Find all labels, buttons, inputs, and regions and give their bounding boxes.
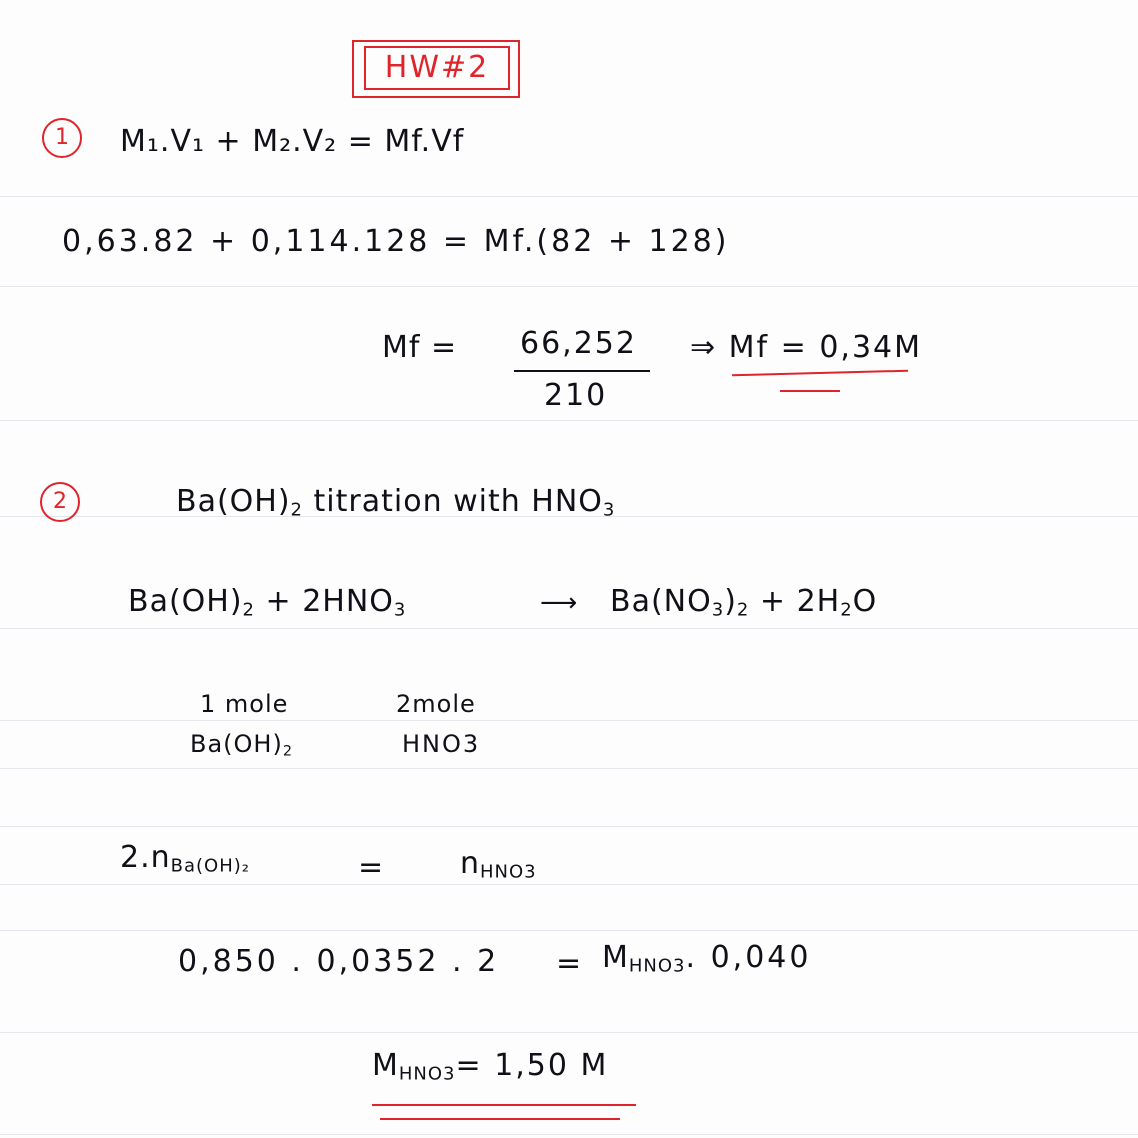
problem-2-number: 2 bbox=[40, 482, 80, 522]
mole-ratio-1-line2 bbox=[190, 730, 293, 760]
calc-right-sub: HNO3 bbox=[628, 955, 686, 977]
ruled-line bbox=[0, 884, 1138, 885]
mole-relation-right bbox=[460, 846, 537, 883]
title-subscript-2: 3 bbox=[602, 499, 616, 521]
relation-left-text: 2.n bbox=[120, 840, 171, 875]
calc-right-m: M bbox=[602, 940, 629, 975]
title-compound: Ba(OH) bbox=[176, 484, 291, 519]
ruled-line bbox=[0, 196, 1138, 197]
mole-ratio-2-line1: 2mole bbox=[396, 690, 476, 718]
problem-1-denominator: 210 bbox=[544, 378, 608, 413]
calc-left: 0,850 . 0,0352 . 2 bbox=[178, 944, 500, 979]
ruled-line bbox=[0, 930, 1138, 931]
reaction-products bbox=[610, 584, 877, 621]
ruled-line bbox=[0, 628, 1138, 629]
problem-1-substitution: 0,63.82 + 0,114.128 = Mf.(82 + 128) bbox=[62, 224, 730, 259]
ruled-line bbox=[0, 286, 1138, 287]
mole-relation-equals: = bbox=[358, 850, 385, 885]
mole-1-sub: 2 bbox=[282, 743, 293, 760]
relation-left-sub: Ba(OH)₂ bbox=[170, 855, 250, 877]
final-underline bbox=[372, 1104, 636, 1106]
ruled-line bbox=[0, 720, 1138, 721]
calc-equals: = bbox=[556, 946, 583, 981]
reactant-2: + 2HNO bbox=[255, 584, 394, 619]
problem-1-equation: M₁.V₁ + M₂.V₂ = Mf.Vf bbox=[120, 124, 465, 159]
ruled-line bbox=[0, 1134, 1138, 1135]
problem-1-numerator: 66,252 bbox=[520, 326, 637, 361]
problem-2-title bbox=[176, 484, 615, 521]
reactant-2-sub: 3 bbox=[393, 599, 407, 621]
final-m: M bbox=[372, 1048, 399, 1083]
final-answer bbox=[372, 1048, 608, 1085]
problem-1-mf-label: Mf = bbox=[382, 330, 458, 365]
product-1-sub1: 3 bbox=[711, 599, 725, 621]
final-underline-2 bbox=[380, 1118, 620, 1120]
problem-1-number: 1 bbox=[42, 118, 82, 158]
reaction-equation bbox=[128, 584, 406, 621]
ruled-line bbox=[0, 826, 1138, 827]
ruled-line bbox=[0, 768, 1138, 769]
product-2-sub: 2 bbox=[840, 599, 853, 621]
result-underline bbox=[732, 370, 908, 377]
reaction-arrow: ⟶ bbox=[540, 588, 579, 618]
ruled-line bbox=[0, 420, 1138, 421]
title-rest: titration with HNO bbox=[303, 484, 603, 519]
mole-1-compound: Ba(OH) bbox=[190, 730, 283, 758]
product-2: + 2H bbox=[749, 584, 841, 619]
reactant-1-sub: 2 bbox=[242, 599, 255, 621]
reactant-1: Ba(OH) bbox=[128, 584, 243, 619]
final-val: = 1,50 M bbox=[455, 1048, 609, 1083]
page-title: HW#2 bbox=[384, 50, 490, 85]
result-underline-short bbox=[780, 390, 840, 392]
product-1-close: ) bbox=[724, 584, 737, 619]
calc-right-val: . 0,040 bbox=[685, 940, 812, 975]
product-2-end: O bbox=[852, 584, 878, 619]
title-subscript: 2 bbox=[290, 499, 303, 521]
problem-1-result: ⇒ Mf = 0,34M bbox=[690, 330, 923, 365]
mole-ratio-2-line2: HNO3 bbox=[402, 730, 481, 758]
mole-relation-left bbox=[120, 840, 250, 877]
mole-ratio-1-line1: 1 mole bbox=[200, 690, 289, 718]
fraction-bar bbox=[514, 370, 650, 372]
product-1-sub2: 2 bbox=[736, 599, 750, 621]
relation-right-text: n bbox=[460, 846, 481, 881]
calc-right bbox=[602, 940, 811, 977]
product-1: Ba(NO bbox=[610, 584, 712, 619]
relation-right-sub: HNO3 bbox=[480, 861, 537, 883]
final-sub: HNO3 bbox=[398, 1063, 456, 1085]
ruled-line bbox=[0, 1032, 1138, 1033]
